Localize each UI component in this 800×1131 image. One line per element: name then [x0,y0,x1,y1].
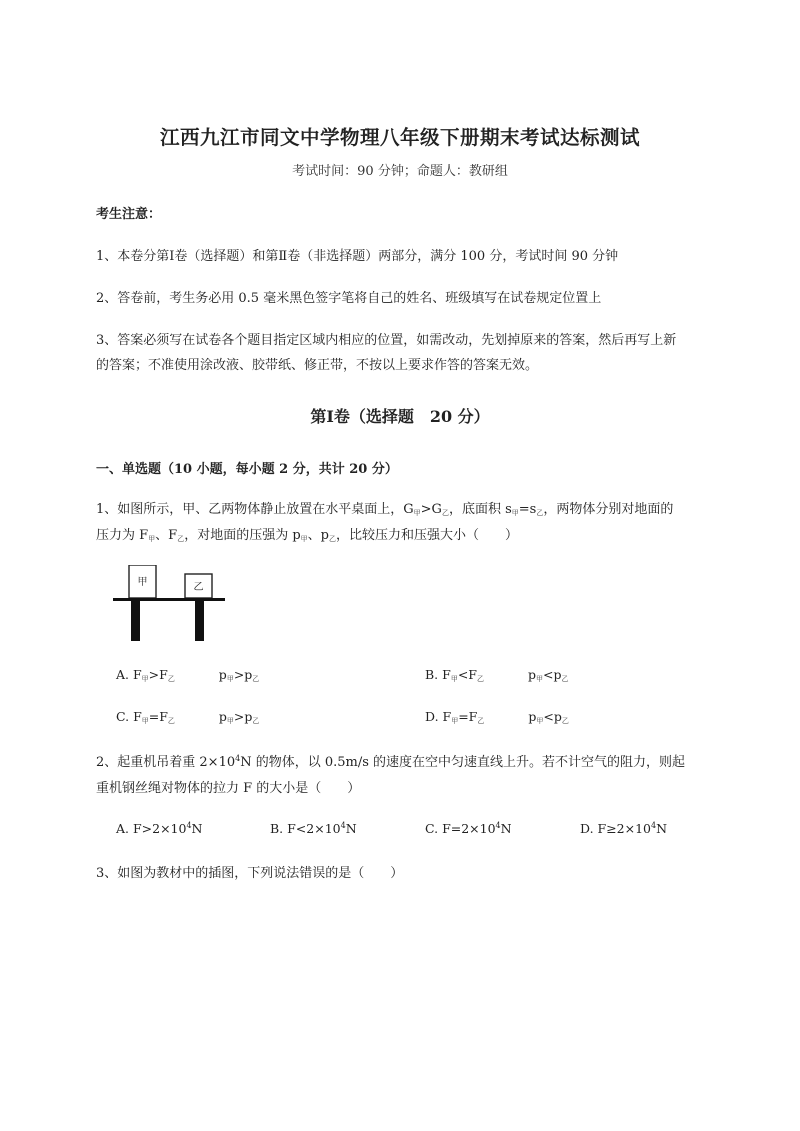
notice-heading: 考生注意： [96,207,162,222]
notice-item-3-cont: 的答案；不准使用涂改液、胶带纸、修正带，不按以上要求作答的答案无效。 [96,358,539,373]
notice-item-3: 3、答案必须写在试卷各个题目指定区域内相应的位置，如需改动，先划掉原来的答案，然后再写上新 [96,333,677,348]
q2-option-d[interactable]: D. $F\ge 2\times 10^4N$ [580,821,668,836]
page-title: 江西九江市同文中学物理八年级下册期末考试达标测试 [159,126,640,149]
tabletop [113,598,225,601]
q2-line-2: 重机钢丝绳对物体的拉力 F 的大小是（ ） [96,781,361,796]
q1-line-2: 压力为 $F_甲$、$F_乙$，对地面的压强为 $p_甲$、$p_乙$，比较压力和压强大小（ ） [96,528,518,543]
q2-option-c[interactable]: C. $F=2\times 10^4N$ [425,821,512,836]
q1-option-d[interactable]: D. $F_甲=F_乙$ $p_甲<p_乙$ [425,709,569,725]
q2-option-b[interactable]: B. $F<2\times 10^4N$ [270,821,357,836]
table-leg-right [195,601,204,641]
table-leg-left [131,601,140,641]
exam-info: 考试时间：90 分钟；命题人：教研组 [292,164,508,179]
q3-line-1: 3、如图为教材中的插图，下列说法错误的是（ ） [96,866,404,881]
q1-line-1: 1、如图所示，甲、乙两物体静止放置在水平桌面上，$G_甲>G_乙$，底面积 $s_甲=s_乙$，两物体分别对地面的 [96,502,674,517]
box-yi-label: 乙 [193,582,204,593]
q1-figure-table [113,565,225,641]
q2-line-1: 2、起重机吊着重 $2\times 10^4N$ 的物体，以 0.5m/s 的速度在空中匀速直线上升。若不计空气的阻力，则起 [96,754,686,770]
q1-option-c[interactable]: C. $F_甲=F_乙$ $p_甲>p_乙$ [116,709,260,725]
notice-item-2: 2、答卷前，考生务必用 0.5 毫米黑色签字笔将自己的姓名、班级填写在试卷规定位置上 [96,291,602,306]
notice-item-1: 1、本卷分第Ⅰ卷（选择题）和第Ⅱ卷（非选择题）两部分，满分 100 分，考试时间 90 分钟 [96,249,619,264]
box-jia-label: 甲 [137,577,148,588]
part-heading: 一、单选题（10 小题，每小题 2 分，共计 20 分） [96,462,398,477]
section-title: 第Ⅰ卷（选择题 20 分） [310,407,490,426]
q1-option-a[interactable]: A. $F_甲>F_乙$ $p_甲>p_乙$ [116,667,260,683]
q2-option-a[interactable]: A. $F>2\times 10^4N$ [116,821,203,836]
q1-option-b[interactable]: B. $F_甲<F_乙$ $p_甲<p_乙$ [425,667,569,683]
